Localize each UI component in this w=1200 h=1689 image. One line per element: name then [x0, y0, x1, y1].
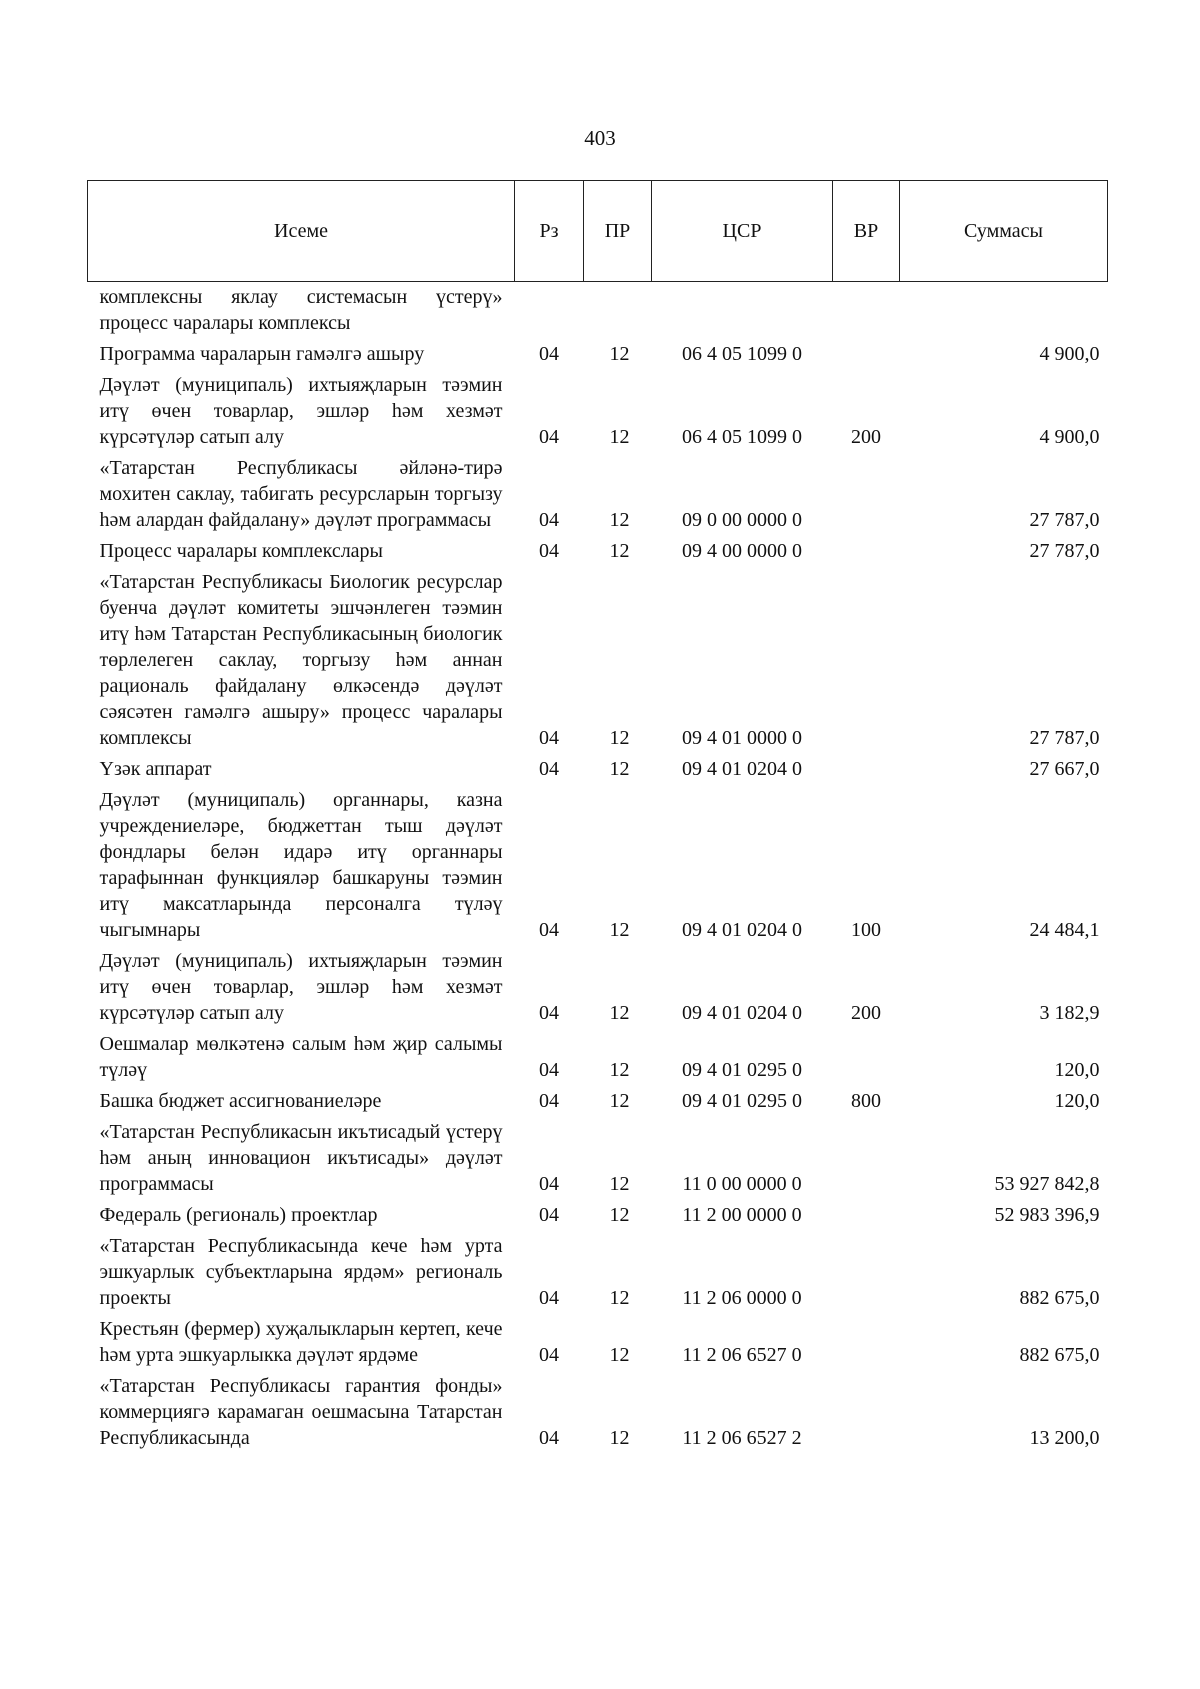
cell-vr: 200 — [851, 1002, 881, 1024]
cell-csr: 11 2 06 0000 0 — [682, 1287, 802, 1309]
table-row — [88, 1085, 1108, 1116]
cell-csr: 06 4 05 1099 0 — [682, 343, 802, 365]
cell-pr: 12 — [609, 426, 630, 448]
cell-csr — [652, 282, 833, 339]
cell-rz: 04 — [539, 919, 559, 941]
cell-rz: 04 — [539, 1173, 559, 1195]
cell-vr — [833, 566, 900, 753]
table-row — [88, 1370, 1108, 1453]
cell-pr: 12 — [609, 1427, 630, 1449]
cell-csr: 09 4 01 0295 0 — [682, 1090, 802, 1112]
cell-name: Башка бюджет ассигнованиеләре — [99, 1090, 382, 1112]
cell-vr — [833, 1116, 900, 1199]
header-name: Исеме — [88, 181, 515, 282]
cell-rz: 04 — [539, 1059, 559, 1081]
cell-pr: 12 — [609, 1173, 630, 1195]
table-row — [88, 452, 1108, 535]
cell-name: Үзәк аппарат — [99, 758, 212, 780]
cell-pr — [584, 282, 652, 339]
cell-vr: 800 — [851, 1090, 881, 1112]
cell-vr — [833, 1370, 900, 1453]
cell-name: Программа чараларын гамәлгә ашыру — [99, 343, 425, 365]
cell-csr: 11 2 00 0000 0 — [682, 1204, 802, 1226]
cell-sum: 882 675,0 — [1019, 1344, 1100, 1366]
cell-sum: 120,0 — [1054, 1059, 1100, 1081]
cell-sum: 24 484,1 — [1029, 919, 1100, 941]
cell-pr: 12 — [609, 1344, 630, 1366]
cell-vr — [833, 282, 900, 339]
cell-sum: 120,0 — [1054, 1090, 1100, 1112]
cell-sum: 27 667,0 — [1029, 758, 1100, 780]
cell-name: «Татарстан Республикасында кече һәм урта эшкуарлык субъектларына ярдәм» региональ проекты — [99, 1235, 503, 1309]
cell-sum: 3 182,9 — [1039, 1002, 1100, 1024]
cell-pr: 12 — [609, 1287, 630, 1309]
table-row — [88, 338, 1108, 369]
cell-csr: 09 4 00 0000 0 — [682, 540, 802, 562]
cell-csr: 09 4 01 0204 0 — [682, 758, 802, 780]
cell-csr: 09 0 00 0000 0 — [682, 509, 802, 531]
cell-name: «Татарстан Республикасы гарантия фонды» коммерциягә карамаган оешмасына Татарстан Республикасында — [99, 1375, 503, 1449]
cell-pr: 12 — [609, 343, 630, 365]
header-sum: Суммасы — [900, 181, 1108, 282]
cell-vr: 100 — [851, 919, 881, 941]
cell-sum: 882 675,0 — [1019, 1287, 1100, 1309]
cell-sum — [900, 282, 1108, 339]
cell-rz: 04 — [539, 1090, 559, 1112]
cell-csr: 11 0 00 0000 0 — [682, 1173, 802, 1195]
cell-name: Процесс чаралары комплекслары — [99, 540, 383, 562]
cell-rz: 04 — [539, 1344, 559, 1366]
cell-sum: 4 900,0 — [1039, 343, 1100, 365]
cell-csr: 11 2 06 6527 2 — [682, 1427, 802, 1449]
cell-csr: 09 4 01 0000 0 — [682, 727, 802, 749]
cell-sum: 27 787,0 — [1029, 509, 1100, 531]
table-row — [88, 1230, 1108, 1313]
cell-pr: 12 — [609, 727, 630, 749]
table-row — [88, 566, 1108, 753]
cell-rz: 04 — [539, 343, 559, 365]
cell-name: Дәүләт (муниципаль) органнары, казна учреждениеләре, бюджеттан тыш дәүләт фондлары белән идарә итү органнары тарафыннан функцияләр башкаруны тәэмин итү максатларында персоналга түләү чыгымнары — [99, 789, 503, 941]
cell-name: Федераль (региональ) проектлар — [99, 1204, 378, 1226]
cell-pr: 12 — [609, 1090, 630, 1112]
cell-pr: 12 — [609, 1059, 630, 1081]
table-row — [88, 282, 1108, 339]
table-header — [88, 181, 1108, 282]
cell-vr: 200 — [851, 426, 881, 448]
cell-vr — [833, 535, 900, 566]
cell-csr: 09 4 01 0204 0 — [682, 1002, 802, 1024]
table-row — [88, 369, 1108, 452]
cell-rz: 04 — [539, 540, 559, 562]
cell-csr: 06 4 05 1099 0 — [682, 426, 802, 448]
cell-pr: 12 — [609, 509, 630, 531]
table-row — [88, 945, 1108, 1028]
table-body — [88, 282, 1108, 1454]
cell-vr — [833, 1313, 900, 1370]
cell-name: «Татарстан Республикасын икътисадый үстерү һәм аның инновацион икътисады» дәүләт программасы — [99, 1121, 503, 1195]
cell-vr — [833, 452, 900, 535]
cell-pr: 12 — [609, 758, 630, 780]
cell-rz: 04 — [539, 1002, 559, 1024]
cell-rz — [515, 282, 584, 339]
cell-rz: 04 — [539, 758, 559, 780]
cell-name: Оешмалар мөлкәтенә салым һәм җир салымы түләү — [99, 1033, 503, 1081]
header-csr: ЦСР — [652, 181, 833, 282]
cell-pr: 12 — [609, 540, 630, 562]
cell-vr — [833, 1028, 900, 1085]
cell-name: комплексны яклау системасын үстерү» процесс чаралары комплексы — [99, 286, 503, 334]
cell-rz: 04 — [539, 1427, 559, 1449]
page-number: 403 — [584, 126, 616, 150]
cell-sum: 27 787,0 — [1029, 540, 1100, 562]
cell-pr: 12 — [609, 1002, 630, 1024]
cell-name: Крестьян (фермер) хуҗалыкларын кертеп, кече һәм урта эшкуарлыкка дәүләт ярдәме — [99, 1318, 503, 1366]
cell-rz: 04 — [539, 426, 559, 448]
cell-vr — [833, 753, 900, 784]
cell-vr — [833, 1230, 900, 1313]
table-row — [88, 753, 1108, 784]
cell-rz: 04 — [539, 509, 559, 531]
table-row — [88, 1199, 1108, 1230]
cell-sum: 27 787,0 — [1029, 727, 1100, 749]
cell-pr: 12 — [609, 1204, 630, 1226]
table-row — [88, 1028, 1108, 1085]
cell-name: «Татарстан Республикасы әйләнә-тирә мохитен саклау, табигать ресурсларын торгызу һәм алардан файдалану» дәүләт программасы — [99, 457, 503, 531]
table-row — [88, 535, 1108, 566]
cell-name: Дәүләт (муниципаль) ихтыяҗларын тәэмин итү өчен товарлар, эшләр һәм хезмәт күрсәтүләр сатып алу — [99, 374, 503, 448]
table-row — [88, 1313, 1108, 1370]
cell-sum: 53 927 842,8 — [994, 1173, 1100, 1195]
cell-rz: 04 — [539, 1204, 559, 1226]
cell-sum: 13 200,0 — [1029, 1427, 1100, 1449]
table-row — [88, 784, 1108, 945]
header-vr: ВР — [833, 181, 900, 282]
cell-sum: 52 983 396,9 — [994, 1204, 1100, 1226]
cell-sum: 4 900,0 — [1039, 426, 1100, 448]
budget-table — [87, 180, 1108, 1453]
cell-rz: 04 — [539, 1287, 559, 1309]
cell-name: Дәүләт (муниципаль) ихтыяҗларын тәэмин итү өчен товарлар, эшләр һәм хезмәт күрсәтүләр сатып алу — [99, 950, 503, 1024]
cell-csr: 09 4 01 0295 0 — [682, 1059, 802, 1081]
table-row — [88, 1116, 1108, 1199]
header-pr: ПР — [584, 181, 652, 282]
cell-csr: 11 2 06 6527 0 — [682, 1344, 802, 1366]
cell-rz: 04 — [539, 727, 559, 749]
header-rz: Рз — [515, 181, 584, 282]
cell-vr — [833, 338, 900, 369]
cell-name: «Татарстан Республикасы Биологик ресурслар буенча дәүләт комитеты эшчәнлеген тәэмин итү һәм Татарстан Республикасының биологик төрлелеген саклау, торгызу һәм аннан рациональ файдалану өлкәсендә дәүләт сәясәтен гамәлгә ашыру» процесс чаралары комплексы — [99, 571, 503, 749]
cell-vr — [833, 1199, 900, 1230]
cell-csr: 09 4 01 0204 0 — [682, 919, 802, 941]
cell-pr: 12 — [609, 919, 630, 941]
header-row — [88, 181, 1108, 282]
